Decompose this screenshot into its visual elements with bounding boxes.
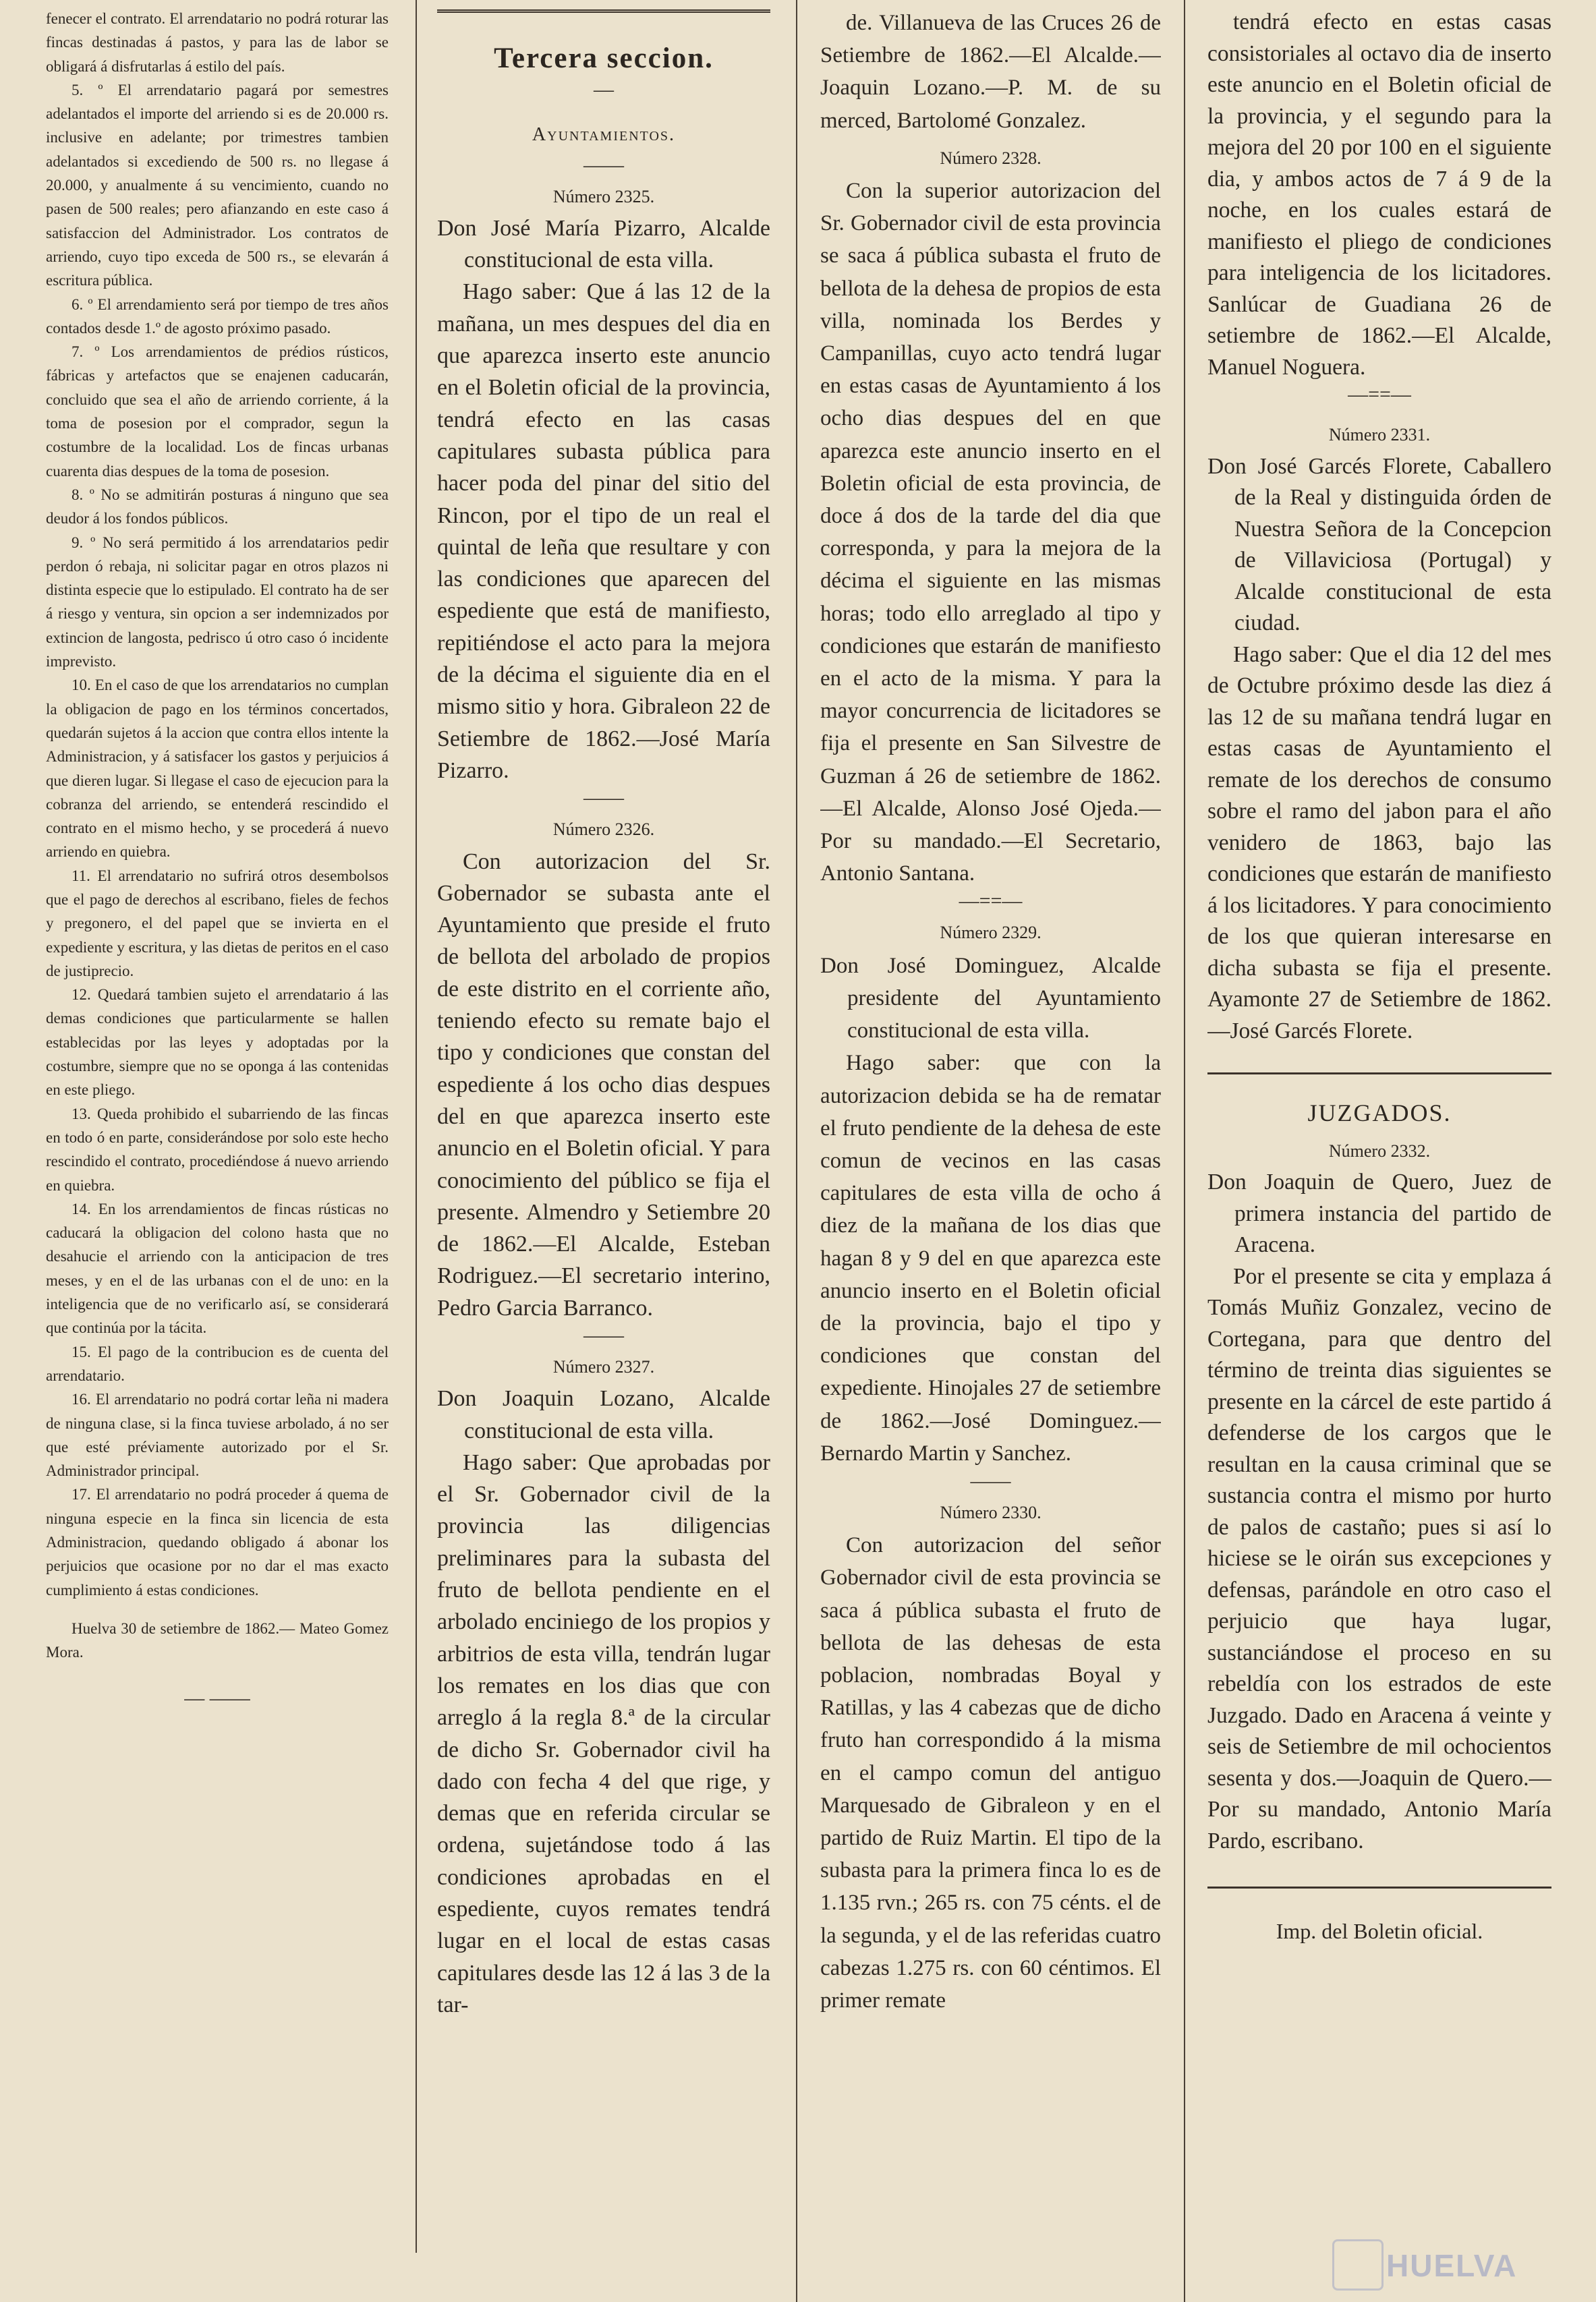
condition-paragraph: fenecer el contrato. El arrendatario no podrá roturar las fincas destinadas á pastos, y para las de labor se obligará á disfrutarlas á estilo del país. [46, 10, 389, 75]
separator: —— [583, 786, 624, 809]
column-3 [820, 7, 1161, 2017]
notice-2330-body: Con autorizacion del señor Gobernador civil de esta provincia se saca á pública subasta el fruto de bellota de las dehesas de esta poblacion, nombradas Boyal y Ratillas, y las 4 cabezas que de dicho fruto han correspondido á la misma en el campo comun del antiguo Marquesado de Gibraleon y en el partido de Ruiz Martin. El tipo de la subasta para la primera finca lo es de 1.135 rvn.; 265 rs. con 75 cénts. el de la segunda, y el de las referidas cuatro cabezas 1.275 rs. con 60 céntimos. El primer remate [820, 1533, 1161, 2013]
condition-paragraph: 14. En los arrendamientos de fincas rústicas no caducará la obligacion del colono hasta que no desahucie el arriendo con la anticipacion de tres meses, y en el de las urbanas con el de uno: en la inteligencia que de no verificarlo así, se considerará que continúa por la tácita. [46, 1200, 389, 1337]
watermark-text: HUELVA [1386, 2248, 1518, 2283]
condition-paragraph: 16. El arrendatario no podrá cortar leña ni madera de ninguna clase, si la finca tuviese arbolado, á no ser que esté préviamente autorizado por el Sr. Administrador principal. [46, 1391, 389, 1480]
column-2 [437, 7, 770, 2021]
condition-paragraph: 9. º No será permitido á los arrendatarios pedir perdon ó rebaja, ni solicitar pagar en otros plazos ni distinta especie que lo estipulado. El contrato ha de ser á riesgo y ventura, sin opcion a ser indemnizados por extincion de langosta, pedrisco ú otro caso ó incidente imprevisto. [46, 534, 389, 670]
notice-2331-body: Hago saber: Que el dia 12 del mes de Octubre próximo desde las diez á las 12 de su mañana tendrá lugar en estas casas de Ayuntamiento el remate de los derechos de consumo sobre el ramo del jabon para el año venidero de 1863, bajo las condiciones que estarán de manifiesto á los licitadores. Y para conocimiento de los que quieran interesarse en dicha subasta se fija el presente. Ayamonte 27 de Setiembre de 1862.—José Garcés Florete. [1207, 641, 1551, 1043]
notice-2325-body: Hago saber: Que á las 12 de la mañana, un mes despues del dia en que aparezca inserto este anuncio en el Boletin oficial de la provincia, tendrá efecto en las casas capitulares subasta pública para hacer poda del pinar del sitio del Rincon, por el tipo de un real el quintal de leña que resultare y con las condiciones que aparecen del espediente que está de manifiesto, repitiéndose el acto para la mejora de la décima el siguiente dia en el mismo sitio y hora. Gibraleon 22 de Setiembre de 1862.—José María Pizarro. [437, 279, 770, 783]
condition-paragraph: 17. El arrendatario no podrá proceder á quema de ninguna especie en la finca sin licencia de esta Administracion, quedando obligado á abonar los perjuicios que ocasione por no dar el mas exacto cumplimiento á estas condiciones. [46, 1486, 389, 1599]
notice-number-2329: Número 2329. [940, 923, 1042, 943]
column-1 [46, 7, 389, 1710]
condition-paragraph: 8. º No se admitirán posturas á ninguno que sea deudor á los fondos públicos. [46, 486, 389, 527]
end-mark: — —— [184, 1687, 250, 1710]
notice-2331-head: Don José Garcés Florete, Caballero de la Real y distinguida órden de Nuestra Señora de la Concepcion de Villaviciosa (Portugal) y Alcalde constitucional de esta ciudad. [1207, 453, 1551, 635]
heading-juzgados: JUZGADOS. [1307, 1099, 1452, 1126]
notice-2326-body: Con autorizacion del Sr. Gobernador se subasta ante el Ayuntamiento que preside el fruto de bellota del arbolado de propios de este distrito en el corriente año, teniendo efecto su remate bajo el tipo y condiciones que constan del espediente á los ocho dias despues del en que aparezca inserto este anuncio en el Boletin oficial. Y para conocimiento del público se fija el presente. Almendro y Setiembre 20 de 1862.—El Alcalde, Esteban Rodriguez.—El secretario interino, Pedro Garcia Barranco. [437, 848, 770, 1321]
column-rule-3 [1184, 0, 1185, 2302]
condition-paragraph: 5. º El arrendatario pagará por semestres adelantados el importe del arriendo si es de 20.000 rs. inclusive en adelante; por trimestres tambien adelantados si excediendo de 500 rs. no llegase á 20.000, y anualmente á su vencimiento, cuando no pasen de 500 reales; pero afianzando en este caso á satisfaccion del Administrador. Los contratos de arriendo, cuyo tipo exceda de 500 rs., se elevarán á escritura pública. [46, 81, 389, 289]
column-rule-1 [416, 0, 417, 2253]
notice-number-2328: Número 2328. [940, 148, 1042, 168]
heading-dash: —— [583, 153, 624, 176]
condition-paragraph: 12. Quedará tambien sujeto el arrendatario á las demas condiciones que particularmente se hallen establecidas por las leyes y adoptadas por la costumbre, siempre que no se oponga á las contenidas en este pliego. [46, 986, 389, 1099]
column-4 [1207, 7, 1551, 1947]
notice-number-2326: Número 2326. [552, 819, 655, 840]
column-rule-2 [796, 0, 797, 2302]
section-dash: — [594, 78, 614, 101]
separator: —==— [959, 890, 1023, 913]
notice-2325-head: Don José María Pizarro, Alcalde constitucional de esta villa. [437, 215, 770, 273]
condition-paragraph: 6. º El arrendamiento será por tiempo de tres años contados desde 1.º de agosto próximo pasado. [46, 295, 389, 337]
notice-2329-body: Hago saber: que con la autorizacion debida se ha de rematar el fruto pendiente de la dehesa de este comun de vecinos en las casas capitulares de esta villa de ocho á diez de la mañana de los dias que hagan 8 y 9 del en que aparezca este anuncio inserto en el Boletin oficial de la provincia, bajo el tipo y condiciones que constan del expediente. Hinojales 27 de setiembre de 1862.—José Dominguez.—Bernardo Martin y Sanchez. [820, 1051, 1161, 1466]
separator: —==— [1348, 383, 1411, 405]
notice-2332-head: Don Joaquin de Quero, Juez de primera instancia del partido de Aracena. [1207, 1170, 1551, 1257]
notice-number-2325: Número 2325. [552, 186, 655, 206]
condition-paragraph: 15. El pago de la contribucion es de cuenta del arrendatario. [46, 1343, 389, 1384]
condition-paragraph: 7. º Los arrendamientos de prédios rústicos, fábricas y artefactos que se enajenen caducarán, concluido que sea el año de arriendo corriente, á la toma de posesion por el comprador, segun la costumbre de la localidad. Los de fincas urbanas cuarenta dias despues de la toma de posesion. [46, 343, 389, 480]
separator: —— [583, 1323, 624, 1346]
notice-2327-head: Don Joaquin Lozano, Alcalde constitucional de esta villa. [437, 1386, 770, 1443]
notice-2330-continuation: tendrá efecto en estas casas consistoriales al octavo dia de inserto este anuncio en el Boletin oficial de la provincia, y el segundo para la mejora del 20 por 100 en el siguiente dia, y ambos actos de 7 á 9 de la noche, en los cuales estará de manifiesto el pliego de condiciones para inteligencia de los licitadores. Sanlúcar de Guadiana 26 de setiembre de 1862.—El Alcalde, Manuel Noguera. [1207, 9, 1551, 380]
condition-paragraph: 11. El arrendatario no sufrirá otros desembolsos que el pago de derechos al escribano, fieles de fechos y pregonero, el del papel que se invierta en el expediente y escritura, y las dietas de peritos en el caso de justiprecio. [46, 867, 389, 979]
notice-2328-body: Con la superior autorizacion del Sr. Gobernador civil de esta provincia se saca á pública subasta el fruto de bellota de la dehesa de propios de esta villa, nominada los Berdes y Campanillas, cuyo acto tendrá lugar en estas casas de Ayuntamiento á los ocho dias despues del en que aparezca este anuncio inserto en el Boletin oficial de esta provincia, de doce á dos de la tarde del dia que corresponda, y para la mejora de la décima el siguiente en las mismas horas; todo ello arreglado al tipo y condiciones que estarán de manifiesto en el acto de la misma. Y para la mayor concurrencia de licitadores se fija el presente en San Silvestre de Guzman á 26 de setiembre de 1862.—El Alcalde, Alonso José Ojeda.—Por su mandado.—El Secretario, Antonio Santana. [820, 179, 1161, 886]
separator: —— [970, 1469, 1011, 1492]
footer-rule [1207, 1887, 1551, 1889]
signature-huelva: Huelva 30 de setiembre de 1862.— Mateo Gomez Mora. [46, 1619, 389, 1661]
watermark-logo [1332, 2239, 1384, 2291]
notice-2332-body: Por el presente se cita y emplaza á Tomás Muñiz Gonzalez, vecino de Cortegana, para que dentro del término de treinta dias siguientes se presente en la cárcel de este partido á defenderse de los cargos que le resultan en la causa criminal que se sustancia contra el mismo por hurto de palos de castaño; pues si así lo hiciese se le oirán sus excepciones y defensas, parándole en otro caso el perjuicio que haya lugar, sustanciándose el proceso en su rebeldía con los estrados de este Juzgado. Dado en Aracena á veinte y seis de Setiembre de mil ochocientos sesenta y dos.—Joaquin de Quero.—Por su mandado, Antonio María Pardo, escribano. [1207, 1263, 1551, 1853]
imprint: Imp. del Boletin oficial. [1276, 1919, 1483, 1943]
condition-paragraph: 13. Queda prohibido el subarriendo de las fincas en todo ó en parte, considerándose por solo este hecho rescindido el contrato, procediéndose á nuevo arriendo en quiebra. [46, 1105, 389, 1194]
column-1-paragraphs [46, 7, 389, 1602]
section-title: Tercera seccion. [494, 42, 714, 74]
notice-number-2331: Número 2331. [1328, 425, 1431, 444]
notice-2327-body: Hago saber: Que aprobadas por el Sr. Gobernador civil de la provincia las diligencias preliminares para la subasta del fruto de bellota pendiente en el arbolado enciniego de los propios y arbitrios de esta villa, tendrán lugar los remates en los dias que con arreglo á la regla 8.ª de la circular de dicho Sr. Gobernador civil ha dado con fecha 4 del que rige, y demas que en referida circular se ordena, sujetándose todo á las condiciones aprobadas en el espediente, cuyos remates tendrá lugar en el local de estas casas capitulares desde las 12 á las 3 de la tar- [437, 1449, 770, 2017]
notice-2329-head: Don José Dominguez, Alcalde presidente del Ayuntamiento constitucional de esta villa. [820, 953, 1161, 1043]
notice-number-2330: Número 2330. [940, 1502, 1042, 1522]
notice-number-2327: Número 2327. [552, 1356, 655, 1377]
condition-paragraph: 10. En el caso de que los arrendatarios no cumplan la obligacion de pago en los términos concertados, quedarán sujetos á la accion que contra ellos intente la Administracion, y á satisfacer los gastos y perjuicios á que dieren lugar. Si llegase el caso de ejecucion para la cobranza del arriendo, se entenderá rescindido el contrato en el mismo hecho, y se procederá á nuevo arriendo en quiebra. [46, 677, 389, 861]
notice-number-2332: Número 2332. [1328, 1141, 1431, 1161]
notice-2327-continuation: de. Villanueva de las Cruces 26 de Setiembre de 1862.—El Alcalde.—Joaquin Lozano.—P. M. de su merced, Bartolomé Gonzalez. [820, 11, 1161, 133]
section-rule [1207, 1072, 1551, 1074]
heading-ayuntamientos: Ayuntamientos. [532, 124, 676, 146]
top-double-rule [437, 9, 770, 13]
